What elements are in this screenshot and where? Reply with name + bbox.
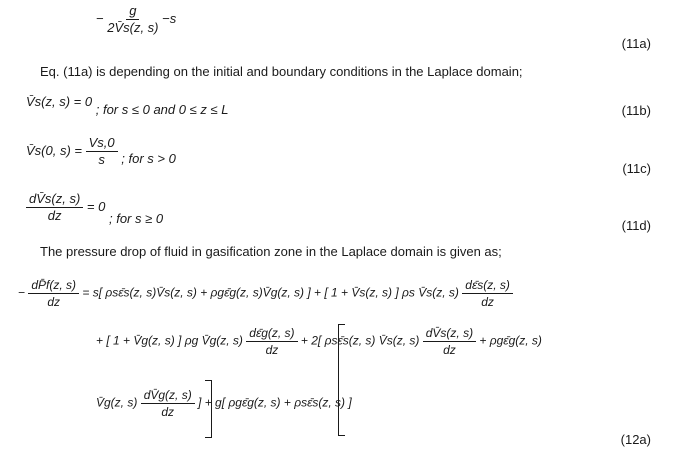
equation-number-11c: (11c) (622, 161, 651, 176)
paragraph-boundary-conditions: Eq. (11a) is depending on the initial and boundary conditions in the Laplace domain; (40, 64, 523, 79)
fraction-numerator: dV̄s(z, s) (26, 192, 83, 208)
equation-rhs: = 0 (86, 198, 106, 214)
equation-number-12a: (12a) (620, 432, 651, 447)
equation-lhs: V̄s(0, s) = (26, 142, 82, 158)
equation-number-11d: (11d) (621, 218, 651, 233)
equation-lhs: V̄s(z, s) = 0 (26, 94, 93, 109)
equation-term: + ρgε̄g(z, s) (479, 333, 542, 348)
fraction-denominator: dz (47, 208, 62, 223)
fraction-dv-g (141, 388, 195, 419)
fraction-denominator: 2V̄s(z, s) (107, 20, 159, 35)
equation-condition: ; for s > 0 (121, 150, 176, 166)
equation-11b (26, 94, 229, 117)
equation-number-11a: (11a) (621, 36, 651, 51)
fraction-denominator: dz (47, 295, 61, 309)
fraction-numerator: dV̄s(z, s) (423, 326, 476, 342)
fraction-11d (26, 192, 83, 223)
equation-12a-line-2 (96, 326, 542, 357)
fraction-11a (107, 4, 158, 35)
equation-term: + 2[ ρsε̄s(z, s) V̄s(z, s) (300, 333, 420, 348)
minus-sign: − (18, 285, 26, 300)
fraction-numerator: Vs,0 (86, 136, 118, 152)
equation-12a-line-3 (96, 388, 352, 419)
fraction-dv-s (423, 326, 476, 357)
fraction-denominator: dz (161, 405, 175, 419)
minus-sign: − (96, 10, 104, 26)
equation-number-11b: (11b) (621, 103, 651, 118)
equation-11a (96, 4, 176, 35)
equation-term: = s[ ρsε̄s(z, s)V̄s(z, s) + ρgε̄g(z, s)V̄g(z, s) ] + [ 1 + V̄s(z, s) ] ρs V̄s(z, s) (82, 285, 459, 300)
fraction-deps-s (462, 278, 513, 309)
fraction-numerator: dε̄g(z, s) (246, 326, 297, 342)
equation-term: V̄g(z, s) (96, 395, 138, 410)
bracket-left (338, 324, 345, 436)
fraction-numerator: dP̄f(z, s) (28, 278, 79, 294)
equation-term: −s (162, 10, 177, 26)
equation-11c (26, 136, 176, 167)
fraction-deps-g (246, 326, 297, 357)
equation-11d (26, 191, 164, 226)
equation-condition: ; for s ≤ 0 and 0 ≤ z ≤ L (95, 102, 229, 117)
fraction-numerator: dV̄g(z, s) (141, 388, 195, 404)
fraction-numerator: g (126, 4, 139, 20)
fraction-11c (86, 136, 118, 167)
paragraph-pressure-drop: The pressure drop of fluid in gasification zone in the Laplace domain is given as; (40, 244, 502, 259)
fraction-denominator: dz (265, 343, 279, 357)
fraction-denominator: dz (443, 343, 456, 357)
fraction-pressure (28, 278, 79, 309)
equation-term: + [ 1 + V̄g(z, s) ] ρg V̄g(z, s) (96, 333, 243, 348)
equation-12a-line-1 (18, 278, 513, 309)
equation-condition: ; for s ≥ 0 (108, 210, 164, 226)
bracket-right (205, 380, 212, 438)
equation-term: ] + g[ ρgε̄g(z, s) + ρsε̄s(z, s) ] (198, 395, 352, 410)
fraction-denominator: s (98, 152, 105, 167)
fraction-denominator: dz (481, 295, 494, 309)
fraction-numerator: dε̄s(z, s) (462, 278, 513, 294)
